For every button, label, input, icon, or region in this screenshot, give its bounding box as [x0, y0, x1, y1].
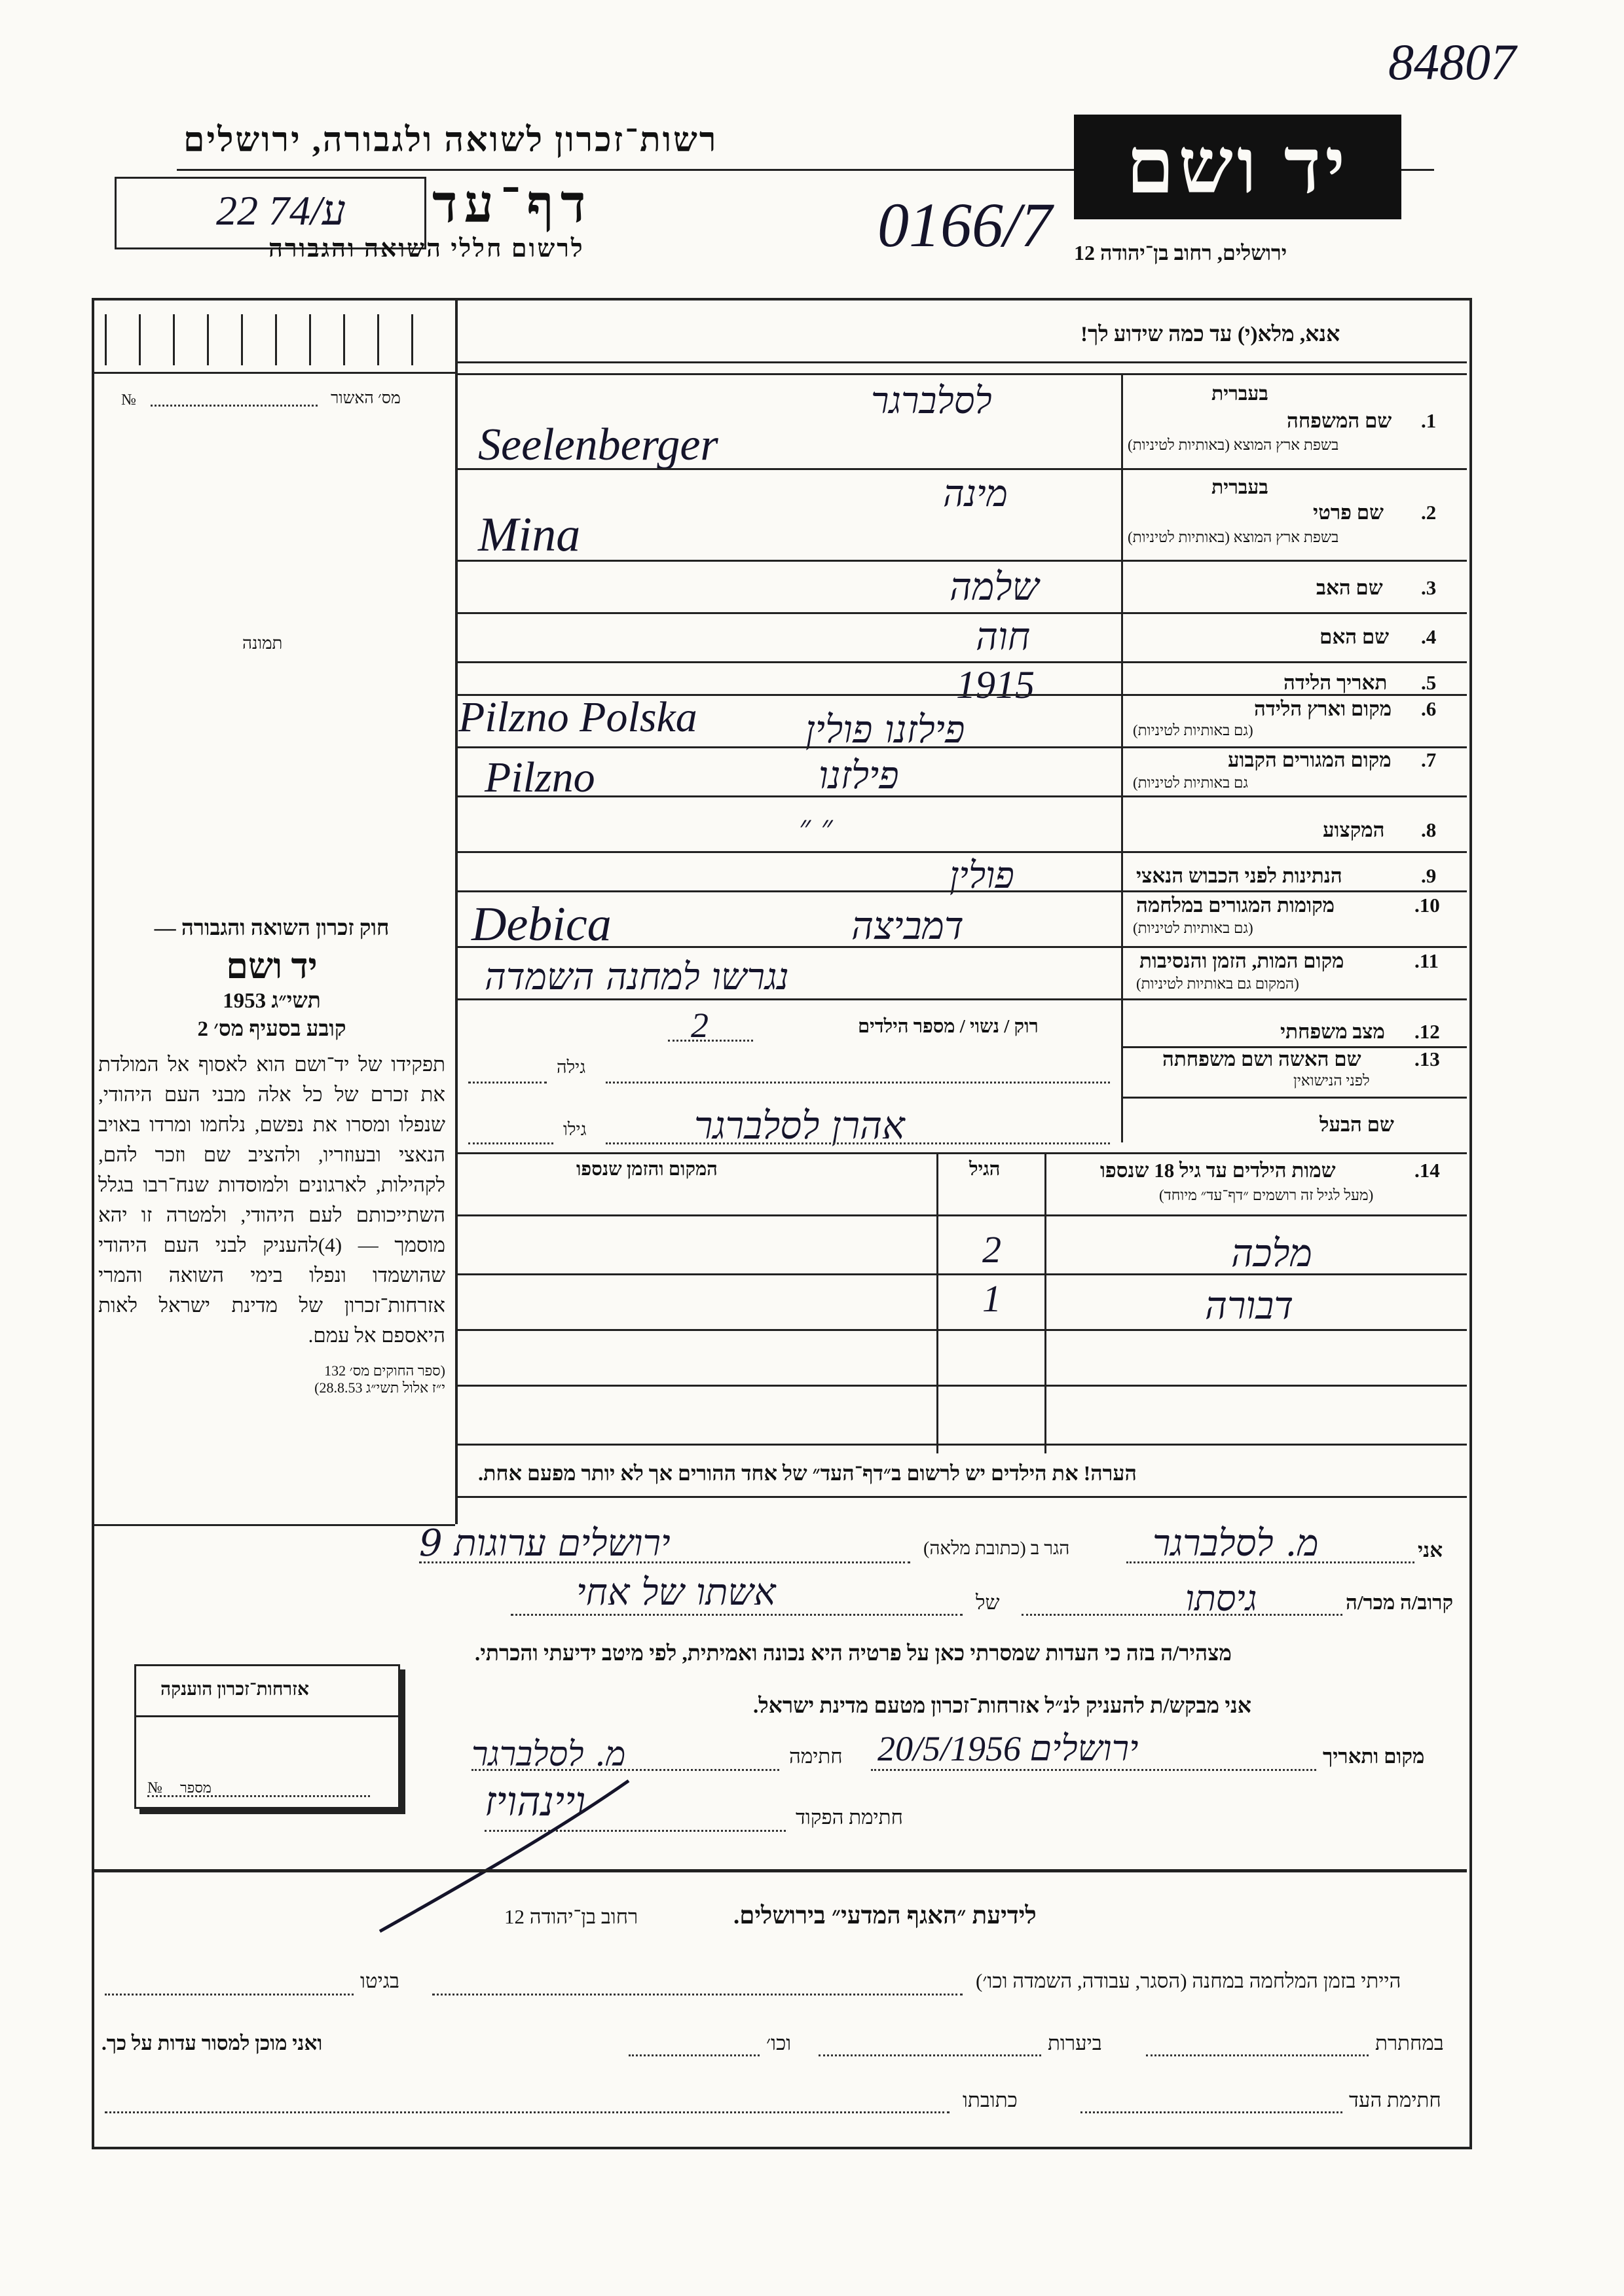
field-6-value: פילזנו פולין [805, 707, 965, 752]
field-10-sub: (גם באותיות לטיניות) [1133, 920, 1253, 936]
child-1-name: מלכה [1231, 1231, 1312, 1275]
citizenship-box-number-label: מספר [180, 1779, 212, 1796]
footer-address-label: כתובתו [963, 2088, 1018, 2111]
law-section [98, 917, 445, 1396]
decl-ani-value: מ. לסלברגר [1153, 1522, 1319, 1565]
children-row-rule-3 [455, 1385, 1467, 1387]
field-2-sub: בשפת ארץ המוצא (באותיות לטיניות) [1128, 529, 1339, 545]
photo-column-border [92, 372, 455, 374]
footer-line1: הייתי בזמן המלחמה במחנה (הסגר, עבודה, השמדה וכו׳) [976, 1969, 1401, 1992]
footer-title: לידיעת ״האגף המדעי״ בירושלים. [733, 1903, 1037, 1929]
citizenship-box-number-line [147, 1795, 370, 1797]
footer-witness-sig: חתימת העד [1349, 2088, 1441, 2111]
footer-ghetto: בגיטו [360, 1969, 399, 1992]
field-2-latin: Mina [478, 508, 581, 562]
rule-14 [455, 1152, 1467, 1154]
field-9-label: הנתינות לפני הכבוש הנאצי [1136, 864, 1342, 887]
decl-relative: קרוב/ה מכר/ה [1346, 1591, 1454, 1614]
field-13-num: 13. [1414, 1048, 1440, 1070]
footer-address-line [105, 2111, 950, 2113]
form-subtitle: לרשום חללי השואה והגבורה [268, 235, 585, 263]
field-2-hebrew: מינה [943, 473, 1008, 515]
field-6-num: 6. [1421, 697, 1437, 720]
photo-label: תמונה [242, 634, 283, 653]
children-age-col-left [936, 1152, 938, 1453]
field-husband-value: אהרן לסלברגר [694, 1103, 905, 1148]
field-7-latin: Pilzno [485, 754, 595, 801]
decl-resides: הגר ב (כתובת מלאה) [923, 1539, 1070, 1559]
law-source-1: (ספר החוקים מס׳ 132 [324, 1362, 445, 1379]
children-header: שמות הילדים עד גיל 18 שנספו [1100, 1159, 1336, 1182]
children-row-rule-4 [455, 1444, 1467, 1446]
field-3-num: 3. [1421, 576, 1437, 599]
rule-8 [455, 851, 1467, 853]
law-body: תפקידו של יד־ושם הוא לאסוף אל המולדת את זכרם של כל אלה מבני העם היהודי, שנפלו ומסרו את נפשם, נלחמו ומרדו באויב הנאצי ובעוזריו, ולהציב שם וזכר להם, לקהילות, לארגונים ולמוסדות שנח־רבו בגלל השתייכותם לעם היהודי, ולמטרה זו יהא מוסמך — (4)להעניק לבני העם היהודי שהושמדו ונפלו בימי השואה והמרי אזרחות־זכרון של מדינת ישראל לאות היאספם אל עמם. [98, 1053, 445, 1347]
field-5-label: תאריך הלידה [1283, 671, 1388, 694]
footer-ready: ואני מוכן למסור עדות על כך. [101, 2032, 323, 2054]
officer-signature: ויינהויז [485, 1777, 586, 1825]
field-13-name-line [606, 1082, 1110, 1084]
cert-label: מס׳ האשור [331, 390, 401, 407]
field-2-num: 2. [1421, 501, 1437, 524]
decl-of-line [511, 1614, 963, 1616]
field-12-label: מצב משפחתי [1280, 1020, 1385, 1043]
children-header-rule [455, 1214, 1467, 1216]
field-9-num: 9. [1421, 864, 1437, 887]
field-12-options: רוק / נשוי / מספר הילדים [858, 1016, 1039, 1037]
rule-1 [455, 468, 1467, 470]
footer-camp-line [432, 1994, 963, 1995]
field-3-value: שלמה [950, 564, 1039, 609]
footer-forests-line [819, 2054, 1041, 2056]
decl-of-value: אשתו של אחי [576, 1571, 776, 1614]
field-3-label: שם האב [1316, 576, 1383, 599]
rule-3 [455, 612, 1467, 614]
cert-no-sign: № [121, 392, 136, 409]
field-13-age-label: גילה [557, 1057, 586, 1077]
field-5-value: 1915 [956, 663, 1035, 706]
field-husband-name-line [606, 1142, 1110, 1144]
field-13-sub: לפני הנישואין [1293, 1072, 1370, 1089]
signature-value: מ. לסלברגר [471, 1735, 626, 1774]
field-5-num: 5. [1421, 671, 1437, 694]
field-1-label: שם המשפחה [1287, 409, 1392, 432]
decl-address-value: ירושלים ערוגות 9 [419, 1522, 671, 1565]
form-number: 22 74/ע [216, 187, 346, 234]
field-10-num: 10. [1414, 894, 1440, 917]
children-num: 14. [1414, 1159, 1440, 1182]
child-1-age: 2 [982, 1228, 1001, 1271]
children-row-rule-2 [455, 1329, 1467, 1331]
field-8-num: 8. [1421, 818, 1437, 841]
citizenship-box-title: אזרחות־זכרון הוענקה [160, 1679, 309, 1700]
yad-vashem-logo: יד ושם [1074, 115, 1401, 219]
field-1-num: 1. [1421, 409, 1437, 432]
rule-2 [455, 560, 1467, 562]
law-year: תשי״ג 1953 [223, 989, 321, 1013]
children-subheader: (מעל לגיל זה רושמים ״דף־עד״ מיוחד) [1159, 1187, 1374, 1203]
field-7-sub: גם באותיות לטיניות) [1133, 774, 1248, 791]
field-10-latin: Debica [471, 898, 612, 951]
children-age-col-right [1044, 1152, 1046, 1453]
field-7-value: פילזנו [819, 753, 899, 797]
footer-forests: ביערות [1048, 2032, 1102, 2054]
field-husband-age-label: גילו [563, 1120, 587, 1139]
decl-address-line [419, 1561, 910, 1563]
field-11-value: נגרשו למחנה השמדה [485, 956, 789, 998]
decl-ani-line [1126, 1561, 1414, 1563]
field-8-label: המקצוע [1323, 818, 1385, 841]
footer-etc: וכו׳ [766, 2032, 792, 2054]
citizenship-box-no: № [147, 1779, 162, 1796]
archive-number: 84807 [1388, 33, 1516, 90]
law-section-ref: קובע בסעיף מס׳ 2 [197, 1017, 346, 1041]
field-11-sub: (המקום גם באותיות לטיניות) [1136, 975, 1299, 992]
rule-11 [455, 998, 1467, 1000]
field-2-label: שם פרטי [1313, 501, 1384, 524]
footer-underground-line [1146, 2054, 1369, 2056]
note-text: הערה! את הילדים יש לרשום ב״דף־העד״ של אחד ההורים אך לא יותר מפעם אחת. [478, 1461, 1137, 1485]
reference-number: 0166/7 [877, 190, 1052, 260]
field-husband-age-line [468, 1142, 553, 1144]
field-6-label: מקום וארץ הלידה [1254, 697, 1392, 720]
rule-9 [455, 890, 1467, 892]
field-1-side: בעברית [1211, 383, 1268, 405]
intro-text: אנא, מלא(י) עד כמה שידוע לך! [1080, 323, 1340, 346]
decl-relative-line [1022, 1614, 1342, 1616]
place-date-value: ירושלים 20/5/1956 [877, 1729, 1139, 1768]
left-bottom-rule [92, 1524, 455, 1526]
field-11-label: מקום המות, הזמן והנסיבות [1139, 949, 1344, 972]
footer-witness-sig-line [1080, 2111, 1342, 2113]
field-1-hebrew: לסלברגר [871, 380, 992, 422]
rule-13 [1121, 1097, 1467, 1099]
field-7-num: 7. [1421, 748, 1437, 771]
field-11-num: 11. [1414, 949, 1439, 972]
form-title: דף־עד [432, 176, 593, 234]
children-age-header: הגיל [969, 1159, 1001, 1180]
officer-label: חתימת הפקוד [796, 1806, 903, 1829]
field-13-label: שם האשה ושם משפחתה [1162, 1048, 1361, 1070]
citizenship-box-rule [134, 1715, 398, 1717]
law-title: חוק זכרון השואה והגבורה — [154, 917, 390, 940]
field-9-value: פולין [950, 854, 1014, 897]
decl-relative-value: גיסתו [1185, 1578, 1257, 1619]
decl-request: אני מבקש/ת להעניק לנ״ל אזרחות־זכרון מטעם מדינת ישראל. [753, 1694, 1251, 1718]
field-10-value: דמביצה [851, 903, 964, 948]
note-rule [455, 1496, 1467, 1498]
field-4-num: 4. [1421, 625, 1437, 648]
field-13-age-line [468, 1082, 547, 1084]
field-4-value: חוה [976, 614, 1031, 659]
decl-statement: מצהיר/ה בזה כי העדות שמסרתי כאן על פרטיה היא נכונה ואמיתית, לפי מיטב ידיעתי והכרתי. [475, 1642, 1232, 1666]
field-12-value: 2 [691, 1006, 709, 1045]
decl-of: של [976, 1591, 1000, 1614]
field-12-line [668, 1040, 753, 1042]
child-2-name: דבורה [1205, 1283, 1294, 1328]
cert-number-field [151, 405, 318, 407]
law-name: יד ושם [226, 947, 318, 986]
header-address: ירושלים, רחוב בן־יהודה 12 [1074, 241, 1287, 264]
field-12-num: 12. [1414, 1020, 1440, 1043]
decl-ani: אני [1418, 1539, 1443, 1561]
field-7-label: מקום המגורים הקבוע [1228, 748, 1392, 771]
footer-address: רחוב בן־יהודה 12 [504, 1905, 638, 1928]
field-1-sub: בשפת ארץ המוצא (באותיות לטיניות) [1128, 437, 1339, 453]
law-source-2: י״ז אלול תשי״ג 28.8.53) [314, 1379, 445, 1396]
intro-rule [455, 361, 1467, 363]
child-2-age: 1 [982, 1277, 1001, 1320]
field-husband-label: שם הבעל [1320, 1113, 1394, 1136]
footer-rule [92, 1869, 1467, 1872]
children-place-header: המקום והזמן שנספו [576, 1159, 718, 1180]
footer-etc-line [629, 2054, 760, 2056]
field-8-value: ״ ״ [799, 809, 833, 845]
footer-underground: במחתרת [1375, 2032, 1444, 2054]
signature-label: חתימה [789, 1745, 843, 1768]
rule-7 [455, 795, 1467, 797]
place-date-line [871, 1769, 1316, 1771]
field-6-sub: (גם באותיות לטיניות) [1133, 722, 1253, 738]
children-row-rule-1 [455, 1273, 1467, 1275]
rule-10 [455, 946, 1467, 948]
field-6-latin: Pilzno Polska [458, 693, 697, 741]
field-2-side: בעברית [1211, 477, 1268, 498]
authority-name: רשות־זכרון לשואה ולגבורה, ירושלים [183, 122, 718, 159]
tick-box [105, 314, 445, 365]
footer-ghetto-line [105, 1994, 354, 1995]
field-10-label: מקומות המגורים במלחמה [1136, 894, 1335, 917]
field-4-label: שם האם [1320, 625, 1390, 648]
place-date-label: מקום ותאריך [1323, 1745, 1425, 1768]
field-1-latin: Seelenberger [478, 420, 718, 470]
